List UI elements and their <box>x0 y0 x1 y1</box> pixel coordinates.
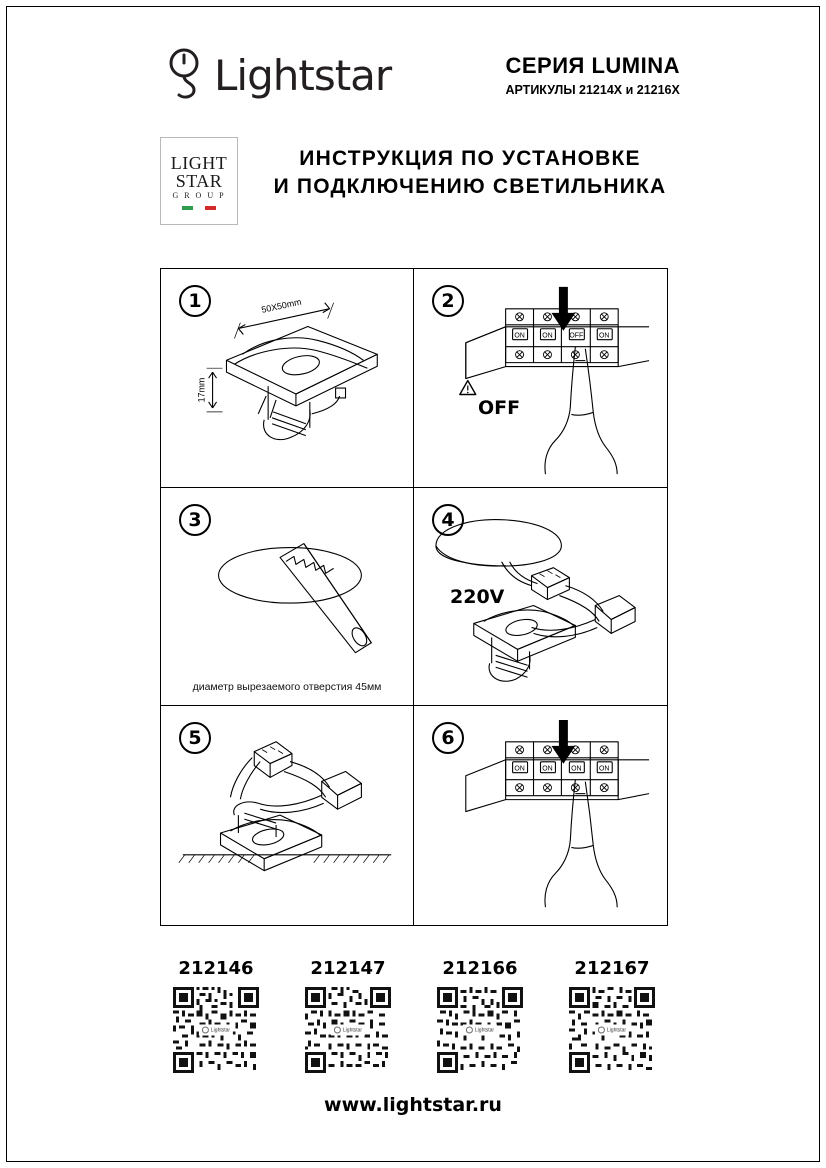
qr-code-row <box>160 958 668 1098</box>
qr-item <box>556 958 668 1098</box>
product-code: 212166 <box>442 958 518 979</box>
group-logo-line2: STAR <box>175 170 223 191</box>
step-number-6: 6 <box>432 722 464 754</box>
group-logo-line1: LIGHT <box>170 152 228 173</box>
step-5-illustration <box>161 706 413 923</box>
step-2-breaker-label-4: ON <box>599 332 610 340</box>
qr-brand-text: Lightstar <box>210 1027 231 1033</box>
lightstar-dot-icon <box>466 1027 473 1034</box>
document-header <box>160 40 680 110</box>
brand-wordmark: Lightstar <box>214 50 392 100</box>
footer-website-url[interactable]: www.lightstar.ru <box>324 1094 502 1116</box>
step-number-2: 2 <box>432 285 464 317</box>
step-2-off-label: OFF <box>478 397 521 419</box>
lightstar-dot-icon <box>598 1027 605 1034</box>
step-3-illustration <box>161 488 413 705</box>
lightstar-dot-icon <box>202 1027 209 1034</box>
step-6-breaker-label-3: ON <box>571 766 582 774</box>
instruction-line-1: ИНСТРУКЦИЯ ПО УСТАНОВКЕ <box>299 147 641 170</box>
step-number-5: 5 <box>179 722 211 754</box>
qr-code[interactable] <box>305 987 391 1073</box>
steps-grid <box>160 268 668 926</box>
step-cell-2 <box>414 269 667 488</box>
product-code: 212167 <box>574 958 650 979</box>
step-number-3: 3 <box>179 504 211 536</box>
qr-brand-text: Lightstar <box>606 1027 627 1033</box>
qr-code[interactable] <box>569 987 655 1073</box>
product-code: 212147 <box>310 958 386 979</box>
step-3-caption: диаметр вырезаемого отверстия 45мм <box>192 681 382 694</box>
italy-flag-bar-icon <box>182 206 216 210</box>
qr-center-brand <box>331 1025 365 1036</box>
series-block <box>505 53 680 97</box>
lightstar-dot-icon <box>334 1027 341 1034</box>
step-6-illustration <box>414 706 667 924</box>
step-2-breaker-label-3: OFF <box>569 332 584 340</box>
lightstar-group-logo <box>160 137 238 225</box>
qr-brand-text: Lightstar <box>342 1027 363 1033</box>
qr-brand-text: Lightstar <box>474 1027 495 1033</box>
step-cell-3 <box>161 488 414 707</box>
step-cell-4 <box>414 488 667 707</box>
step-number-4: 4 <box>432 504 464 536</box>
series-codes: АРТИКУЛЫ 21214X и 21216X <box>505 83 680 97</box>
step-6-breaker-label-2: ON <box>542 766 553 774</box>
step-6-breaker-label-1: ON <box>514 766 525 774</box>
qr-center-brand <box>199 1025 233 1036</box>
qr-code[interactable] <box>173 987 259 1073</box>
step-2-breaker-label-2: ON <box>542 332 553 340</box>
series-title: СЕРИЯ LUMINA <box>505 53 680 78</box>
group-logo-line3: G R O U P <box>172 191 226 201</box>
step-1-top-dimension: 50X50mm <box>260 296 303 315</box>
lightstar-logo <box>160 47 391 103</box>
qr-item <box>292 958 404 1098</box>
qr-item <box>160 958 272 1098</box>
qr-center-brand <box>595 1025 629 1036</box>
step-2-illustration <box>414 269 667 487</box>
step-4-voltage-label: 220V <box>450 585 505 608</box>
step-6-breaker-label-4: ON <box>599 766 610 774</box>
step-2-breaker-label-1: ON <box>514 332 525 340</box>
step-cell-5 <box>161 706 414 925</box>
step-cell-1 <box>161 269 414 488</box>
step-number-1: 1 <box>179 285 211 317</box>
warning-triangle-icon <box>460 381 476 395</box>
qr-code[interactable] <box>437 987 523 1073</box>
instruction-line-2: И ПОДКЛЮЧЕНИЮ СВЕТИЛЬНИКА <box>273 174 667 198</box>
step-1-side-dimension: 17mm <box>196 377 207 403</box>
qr-item <box>424 958 536 1098</box>
product-code: 212146 <box>178 958 254 979</box>
step-cell-6 <box>414 706 667 925</box>
step-1-illustration <box>161 269 413 486</box>
lightstar-mark-icon <box>160 47 208 103</box>
qr-center-brand <box>463 1025 497 1036</box>
instruction-heading <box>260 137 680 200</box>
title-row <box>160 137 680 237</box>
